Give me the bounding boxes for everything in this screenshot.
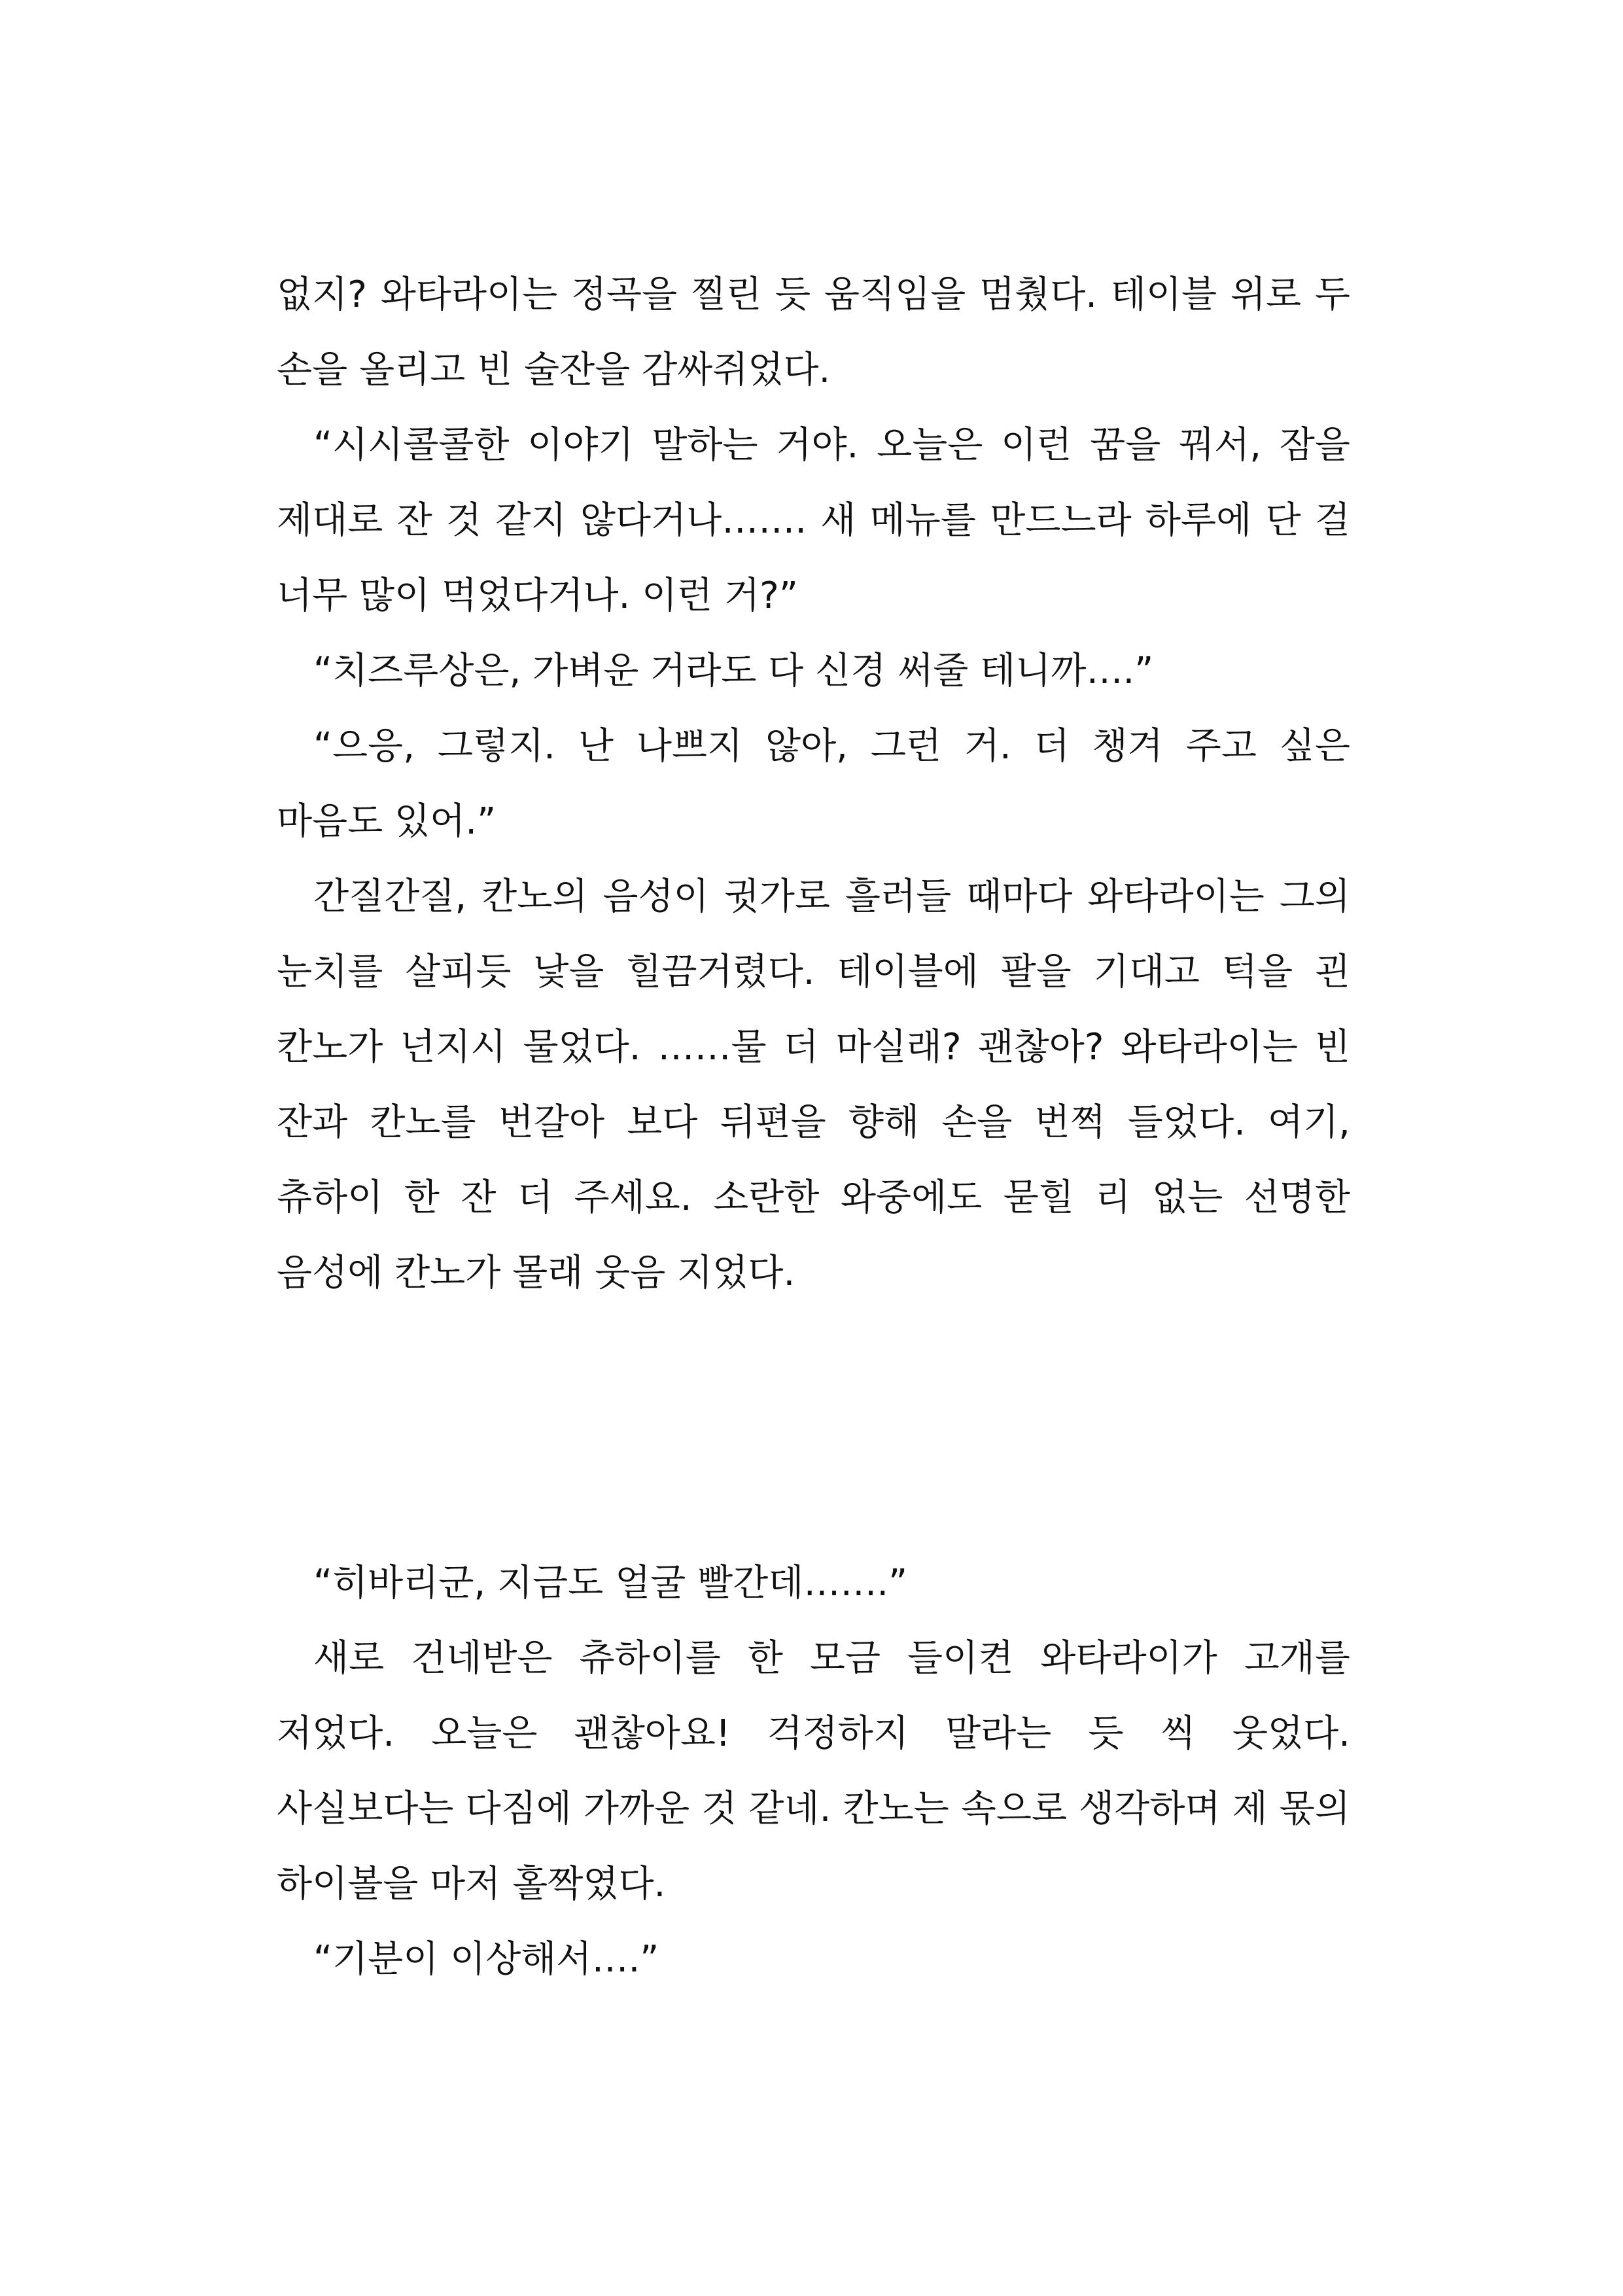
text-section-1 — [277, 257, 1350, 1311]
dialogue-paragraph: “치즈루상은, 가벼운 거라도 다 신경 써줄 테니까….” — [313, 650, 1154, 692]
paragraph: 새로 건네받은 츄하이를 한 모금 들이켠 와타라이가 고개를 저었다. 오늘은 괜찮아요! 걱정하지 말라는 듯 씩 웃었다. 사실보다는 다짐에 가까운 것 같네. 칸노는 속으로 생각하며 제 몫의 하이볼을 마저 홀짝였다. — [277, 1637, 1350, 1905]
text-section-2 — [277, 1545, 1350, 1997]
dialogue-paragraph: “히바리군, 지금도 얼굴 빨간데…….” — [313, 1562, 908, 1604]
paragraph: 없지? 와타라이는 정곡을 찔린 듯 움직임을 멈췄다. 테이블 위로 두 손을 올리고 빈 술잔을 감싸쥐었다. — [277, 274, 1350, 391]
dialogue-paragraph: “시시콜콜한 이야기 말하는 거야. 오늘은 이런 꿈을 꿔서, 잠을 제대로 잔 것 같지 않다거나……. 새 메뉴를 만드느라 하루에 단 걸 너무 많이 먹었다거나. 이런 거?” — [277, 424, 1350, 617]
dialogue-paragraph: “기분이 이상해서….” — [313, 1938, 659, 1981]
dialogue-paragraph: “으응, 그렇지. 난 나쁘지 않아, 그런 거. 더 챙겨 주고 싶은 마음도 있어.” — [277, 725, 1350, 843]
paragraph: 간질간질, 칸노의 음성이 귓가로 흘러들 때마다 와타라이는 그의 눈치를 살피듯 낯을 힐끔거렸다. 테이블에 팔을 기대고 턱을 괸 칸노가 넌지시 물었다. ……물 더 마실래? 괜찮아? 와타라이는 빈 잔과 칸노를 번갈아 보다 뒤편을 향해 손을 번쩍 들었다. 여기, 츄하이 한 잔 더 주세요. 소란한 와중에도 묻힐 리 없는 선명한 음성에 칸노가 몰래 웃음 지었다. — [277, 875, 1350, 1294]
